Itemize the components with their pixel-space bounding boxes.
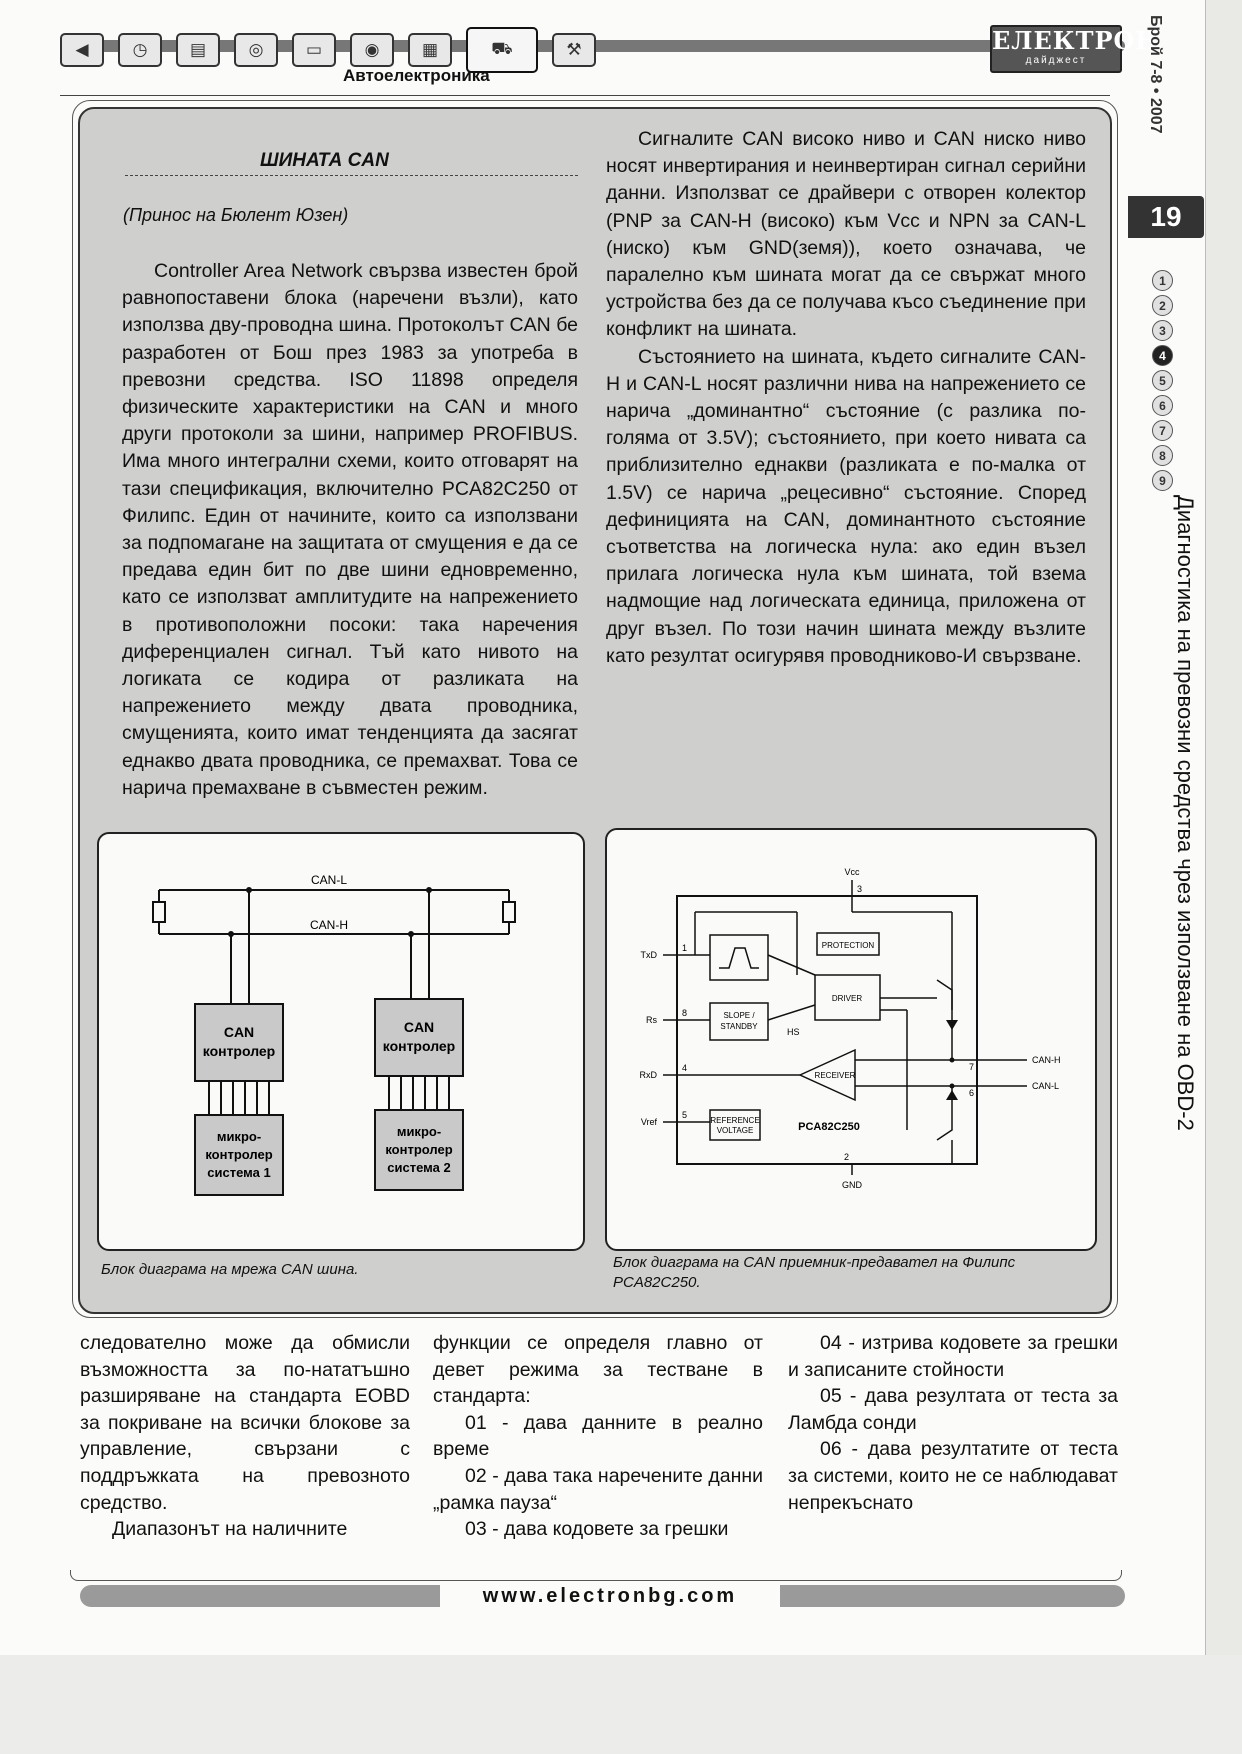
- part-dot: 2: [1152, 295, 1173, 316]
- bottom-column-1: [80, 1330, 410, 1543]
- section-title: Автоелектроника: [343, 66, 490, 85]
- pin-1: 1: [682, 943, 688, 953]
- header-icons: [60, 33, 596, 73]
- clock-icon: ◷: [118, 33, 162, 67]
- title-rule: [125, 175, 578, 176]
- issue-label: [1140, 15, 1168, 185]
- part-dot: 1: [1152, 270, 1173, 291]
- pin-6: 6: [969, 1088, 975, 1098]
- hs-label: HS: [787, 1027, 800, 1037]
- controller-1-line1: CAN: [223, 1024, 255, 1040]
- canh-label: CAN-H: [1032, 1055, 1061, 1065]
- pin-3: 3: [857, 884, 863, 894]
- mcu-1-line3: система 1: [207, 1165, 271, 1180]
- bottom-column-2: [433, 1330, 763, 1543]
- gnd-label: GND: [842, 1180, 862, 1190]
- pin-8: 8: [682, 1008, 688, 1018]
- can-network-svg: [99, 834, 583, 1249]
- page-edge: [1205, 0, 1242, 1754]
- car-icon: ⛟: [466, 27, 538, 73]
- chip-label: PCA82C250: [798, 1121, 860, 1133]
- pin-5: 5: [682, 1110, 688, 1120]
- footer-url: www.electronbg.com: [440, 1584, 780, 1608]
- vref-label: Vref: [640, 1117, 657, 1127]
- pin-7: 7: [969, 1062, 975, 1072]
- controller-2-line2: контролер: [382, 1038, 456, 1054]
- rxd-label: RxD: [639, 1070, 657, 1080]
- speaker-icon: ◀: [60, 33, 104, 67]
- part-dot: 7: [1152, 420, 1173, 441]
- article-column-left: [122, 258, 578, 802]
- mode-item: 04 - изтрива кодовете за грешки и записаните стойности: [788, 1332, 1118, 1381]
- paragraph: функции се определя главно от девет режима за тестване в стандарта:: [433, 1332, 763, 1408]
- can-network-diagram: [97, 832, 585, 1251]
- paragraph: Състоянието на шината, където сигналите CAN-H и CAN-L носят различни нива на напрежението се нарича „доминантно“ състояние (с разлика по-голяма от 3.5V); състоянието, при което нивата са приблизително еднакви (разликата е по-малка от 1.5V) се нарича „рецесивно“ състояние. Според дефиницията на CAN, доминантното състояние съответства на логическа нула: ако един възел прилага логическа нула към шината, той взема надмощие над логическата единица, приложена от друг възел. По този начин шината между възлите като резултат осигурявя проводниково-И свързване.: [606, 345, 1086, 667]
- calendar-icon: ▦: [408, 33, 452, 67]
- article-title: ШИНАТА CAN: [260, 150, 389, 171]
- article-column-right: [606, 126, 1086, 670]
- paragraph: Controller Area Network свързва известен брой равнопоставени блока (наречени възли), като използва дву-проводна шина. Протоколът CAN бе разработен от Бош през 1983 за употреба в превозни средства. ISO 11898 определя физическите характеристики на CAN и много други протоколи за шини, например PROFIBUS. Има много интегрални схеми, които отговарят на тази спецификация, включително PCA82C250 от Филипс. Един от начините, които са използвани за подпомагане на защитата от смущения е да се предава един бит по две шини едновременно, като се използват амплитудите на напрежението в противоположни посоки: така наречения диференциален сигнал. Тъй като нивото на логиката се кодира от разликата на напрежението между двата проводника, смущенията, които имат тенденцията да засягат еднакво двата проводника, се премахват. Това се нарича премахване в съвместен режим.: [122, 260, 578, 799]
- rs-label: Rs: [646, 1015, 657, 1025]
- figure-2-caption: Блок диаграма на CAN приемник-предавател на Филипс PCA82C250.: [613, 1254, 1016, 1291]
- folder-icon: ▭: [292, 33, 336, 67]
- logo-sub: дайджест: [1025, 55, 1087, 66]
- controller-1-line2: контролер: [202, 1043, 276, 1059]
- part-dot: 6: [1152, 395, 1173, 416]
- disc-icon: ◎: [234, 33, 278, 67]
- magazine-logo: [990, 25, 1160, 73]
- tools-icon: ⚒: [552, 33, 596, 67]
- bottom-frame: [70, 1570, 1122, 1581]
- controller-2-line1: CAN: [403, 1019, 435, 1035]
- mcu-2-line3: система 2: [387, 1160, 451, 1175]
- protection-block: PROTECTION: [821, 941, 875, 950]
- pin-2: 2: [844, 1152, 850, 1162]
- mcu-1-line1: микро-: [216, 1129, 262, 1144]
- canl-label: CAN-L: [1032, 1081, 1060, 1091]
- issue-text: Брой 7-8 • 2007: [1147, 15, 1164, 134]
- slope-line2: STANDBY: [720, 1022, 758, 1031]
- mode-item: 06 - дава резултатите от теста за системи, които не се наблюдават непрекъснато: [788, 1438, 1118, 1514]
- paragraph: следователно може да обмисли възможността за по-нататъшно разширяване на стандарта EOBD за покриване на всички блокове за управление, свързани с поддръжката на превозното средство.: [80, 1332, 410, 1514]
- page-number: 19: [1128, 196, 1204, 238]
- reference-line1: REFERENCE: [710, 1116, 760, 1125]
- mcu-2-line2: контролер: [385, 1142, 453, 1157]
- receiver-block: RECEIVER: [814, 1071, 856, 1080]
- news-icon: ▤: [176, 33, 220, 67]
- part-indicator: [1152, 270, 1173, 495]
- can-l-label: CAN-L: [310, 873, 348, 887]
- can-h-label: CAN-H: [310, 918, 348, 932]
- paragraph: Сигналите CAN високо ниво и CAN ниско ниво носят инвертирания и неинвертиран сигнал серийни данни. Използват се драйвери с отворен колектор (PNP за CAN-H (високо) към Vcc и NPN за CAN-L (ниско) към GND(земя)), което означава, че паралелно към шината могат да се свържат много устройства без да се получава късо съединение при конфликт на шината.: [606, 128, 1086, 341]
- part-dot: 8: [1152, 445, 1173, 466]
- mode-item: 03 - дава кодовете за грешки: [465, 1518, 729, 1541]
- header-rule: [60, 95, 1110, 96]
- logo-main: ЕЛЕКТРОН: [992, 26, 1160, 55]
- part-dot: 5: [1152, 370, 1173, 391]
- mode-item: 05 - дава резултата от теста за Ламбда сонди: [788, 1385, 1118, 1434]
- pca82c250-diagram: [605, 828, 1097, 1251]
- driver-block: DRIVER: [831, 994, 863, 1003]
- mode-item: 01 - дава данните в реално време: [433, 1411, 763, 1461]
- reference-line2: VOLTAGE: [716, 1126, 754, 1135]
- vcc-label: Vcc: [844, 867, 860, 877]
- txd-label: TxD: [640, 950, 657, 960]
- mcu-2-line1: микро-: [396, 1124, 442, 1139]
- pca82c250-svg: [607, 830, 1095, 1249]
- article-credit: (Принос на Бюлент Юзен): [123, 205, 349, 225]
- mcu-1-line2: контролер: [205, 1147, 273, 1162]
- slope-line1: SLOPE /: [723, 1011, 755, 1020]
- pin-4: 4: [682, 1063, 688, 1073]
- part-dot-active: 4: [1152, 345, 1173, 366]
- series-title-text: Диагностика на превозни средства чрез използване на OBD-2: [1173, 495, 1198, 1131]
- figure-1-caption: Блок диаграма на мрежа CAN шина.: [101, 1261, 359, 1278]
- bottom-column-3: [788, 1330, 1118, 1516]
- page-bottom-margin: [0, 1655, 1242, 1754]
- paragraph: Диапазонът на наличните: [112, 1518, 348, 1541]
- part-dot: 3: [1152, 320, 1173, 341]
- mode-item: 02 - дава така наречените данни „рамка пауза“: [433, 1464, 763, 1514]
- camera-icon: ◉: [350, 33, 394, 67]
- part-dot: 9: [1152, 470, 1173, 491]
